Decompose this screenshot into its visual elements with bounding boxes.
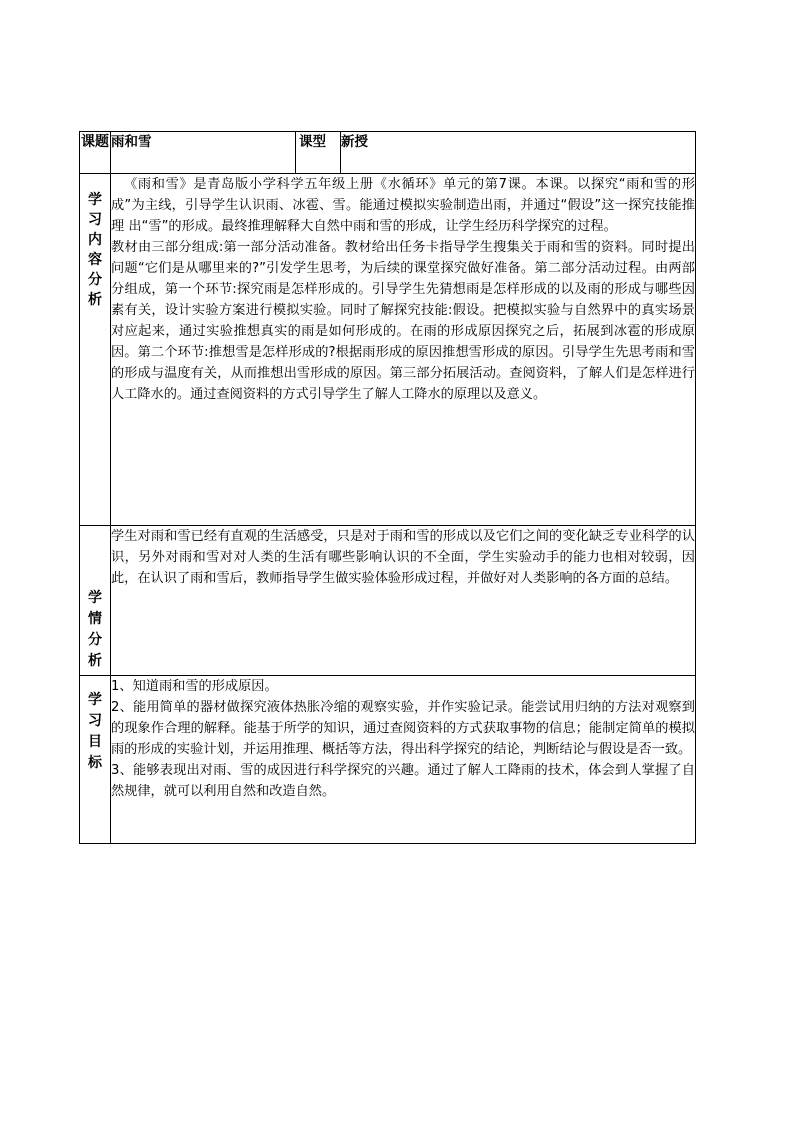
content-analysis-text [111,174,696,526]
content-analysis-label: 学习内容分析 [88,192,102,308]
student-analysis-label: 学情分析 [88,590,102,669]
content-analysis-row [80,174,696,526]
topic-value: 雨和雪 [111,132,296,174]
student-analysis-row [80,526,696,676]
objectives-row [80,676,696,844]
content-paragraph: 教材由三部分组成:第一部分活动准备。教材给出任务卡指导学生搜集关于雨和雪的资料。同时提出问题“它们是从哪里来的?”引发学生思考，为后续的课堂探究做好准备。第二部分活动过程。由两部分组成，第一个环节:探究雨是怎样形成的。引导学生先猜想雨是怎样形成的以及雨的形成与哪些因素有关，设计实验方案进行模拟实验。同时了解探究技能:假设。把模拟实验与自然界中的真实场景对应起来，通过实验推想真实的雨是如何形成的。在雨的形成原因探究之后，拓展到冰雹的形成原因。第二个环节:推想雪是怎样形成的?根据雨形成的原因推想雪形成的原因。引导学生先思考雨和雪的形成与温度有关，从而推想出雪形成的原因。第三部分拓展活动。查阅资料，了解人们是怎样进行人工降水的。通过查阅资料的方式引导学生了解人工降水的原理以及意义。 [111,240,695,402]
topic-label-cell [80,132,111,174]
objectives-label: 学习目标 [88,692,102,771]
header-row [80,132,696,174]
type-label: 课型 [296,132,341,174]
content-paragraph: 《雨和雪》是青岛版小学科学五年级上册《水循环》单元的第7课。本课。以探究“雨和雪的形成”为主线，引导学生认识雨、冰雹、雪。能通过模拟实验制造出雨，并通过“假设”这一探究技能推理 出“雪”的形成。最终推理解释大自然中雨和雪的形成，让学生经历科学探究的过程。 [111,177,695,234]
type-value: 新授 [341,132,696,174]
student-analysis-text [111,526,696,676]
objective-item: 3、能够表现出对雨、雪的成因进行科学探究的兴趣。通过了解人工降雨的技术，体会到人掌握了自然规律，就可以利用自然和改造自然。 [111,763,695,799]
objective-item: 2、能用简单的器材做探究液体热胀冷缩的观察实验，并作实验记录。能尝试用归纳的方法对观察到的现象作合理的解释。能基于所学的知识，通过查阅资料的方式获取事物的信息；能制定简单的模拟雨的形成的实验计划，并运用推理、概括等方法，得出科学探究的结论，判断结论与假设是否一致。 [111,700,695,757]
student-analysis-label-cell [80,526,111,676]
objectives-label-cell [80,676,111,844]
objectives-text [111,676,696,844]
content-analysis-label-cell [80,174,111,526]
student-paragraph: 学生对雨和雪已经有直观的生活感受，只是对于雨和雪的形成以及它们之间的变化缺乏专业科学的认识，另外对雨和雪对对人类的生活有哪些影响认识的不全面，学生实验动手的能力也相对较弱，因此，在认识了雨和雪后，教师指导学生做实验体验形成过程，并做好对人类影响的各方面的总结。 [111,529,695,586]
topic-label: 课题 [81,134,109,150]
objective-item: 1、知道雨和雪的形成原因。 [111,679,278,694]
lesson-plan-table [79,131,696,844]
